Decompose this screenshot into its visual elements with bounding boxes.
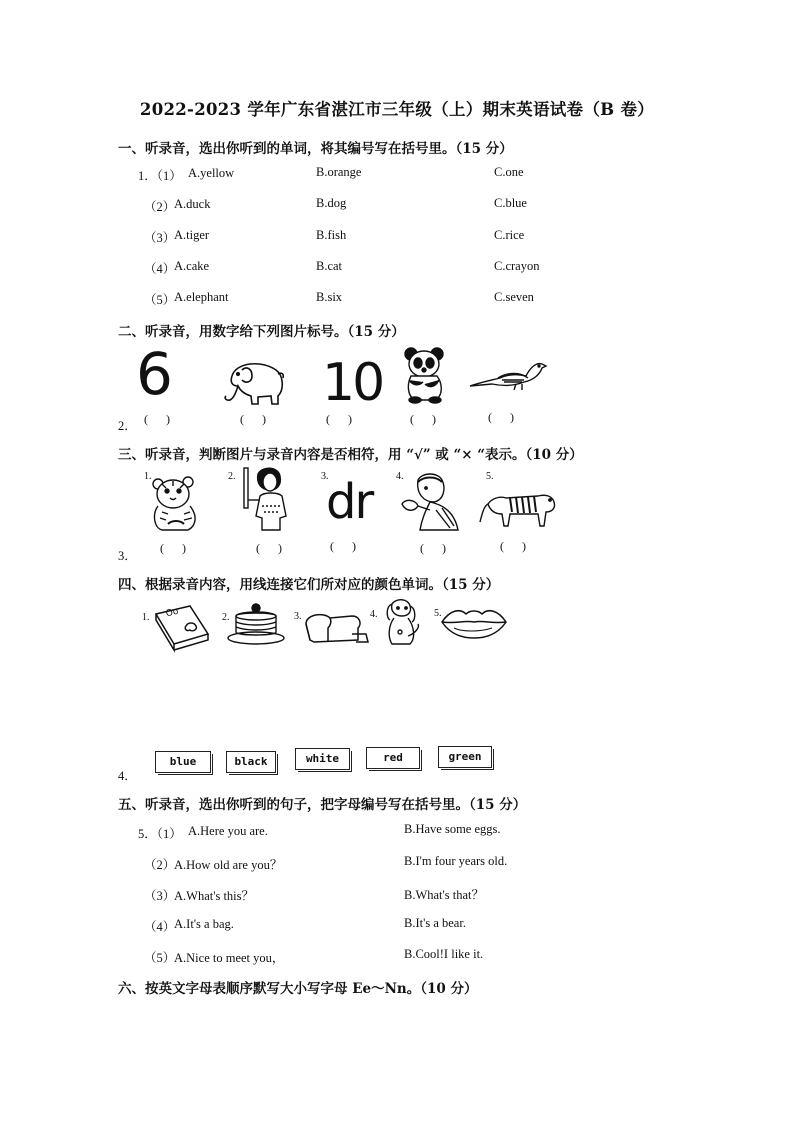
s1-row3-option-a: A.tiger — [174, 228, 210, 242]
s2-picture-ten: 10 — [322, 353, 383, 413]
s1-row5-option-a: A.elephant — [174, 290, 229, 304]
s2-question-number: 2． — [118, 419, 137, 433]
bird-picture — [468, 356, 548, 392]
s4-label-3: 3. — [294, 611, 302, 622]
color-word-blue[interactable]: blue — [155, 751, 211, 773]
s1-row1-option-b: B.orange — [316, 165, 362, 179]
s5-row4-option-a: A.It's a bag. — [174, 917, 234, 931]
s2-answer-paren-5[interactable]: ( ) — [488, 410, 514, 424]
s4-label-2: 2. — [222, 612, 230, 623]
s1-row2-option-c: C.blue — [494, 196, 527, 210]
section-4-heading: 四、根据录音内容，用线连接它们所对应的颜色单词。（15 分） — [118, 577, 500, 593]
s2-picture-six: 6 — [136, 340, 173, 408]
s5-row5-option-a: A.Nice to meet you， — [174, 951, 285, 965]
s3-answer-paren-5[interactable]: ( ) — [500, 539, 526, 553]
bread-picture — [302, 610, 370, 644]
tiger-picture — [480, 484, 558, 528]
s1-row3-num: （3） — [144, 231, 176, 245]
section-2-heading: 二、听录音，用数字给下列图片标号。（15 分） — [118, 324, 405, 340]
s5-row1-num: 5．（1） — [138, 827, 182, 841]
elephant-picture — [222, 356, 286, 406]
boy-eating-picture — [400, 470, 464, 532]
teacher-with-ruler-picture — [240, 466, 294, 532]
s2-answer-paren-2[interactable]: ( ) — [240, 412, 266, 426]
s3-answer-paren-1[interactable]: ( ) — [160, 541, 186, 555]
dog-picture — [378, 598, 422, 648]
s5-row3-option-a: A.What's this？ — [174, 889, 255, 903]
s5-row2-num: （2） — [144, 858, 176, 872]
book-cover-text: Oo — [164, 606, 180, 620]
s3-label-4: 4. — [396, 471, 404, 482]
cake-picture — [226, 602, 288, 646]
s5-row3-option-b: B.What's that？ — [404, 888, 485, 902]
s5-row5-num: （5） — [144, 951, 176, 965]
s5-row3-num: （3） — [144, 889, 176, 903]
s2-answer-paren-3[interactable]: ( ) — [326, 412, 352, 426]
page-title: 2022-2023 学年广东省湛江市三年级（上）期末英语试卷（B 卷） — [139, 100, 655, 119]
s1-row5-num: （5） — [144, 293, 176, 307]
book-picture — [152, 604, 210, 648]
s3-label-3: 3. — [321, 471, 329, 482]
s1-row4-option-b: B.cat — [316, 259, 343, 273]
s1-row2-option-b: B.dog — [316, 196, 347, 210]
s4-label-5: 5. — [434, 608, 442, 619]
s3-question-number: 3． — [118, 549, 137, 563]
section-3-heading: 三、听录音，判断图片与录音内容是否相符，用 “√” 或 “× “表示。（10 分） — [118, 447, 583, 463]
s3-label-2: 2. — [228, 471, 236, 482]
s3-answer-paren-2[interactable]: ( ) — [256, 541, 282, 555]
s1-row3-option-b: B.fish — [316, 228, 347, 242]
s1-row3-option-c: C.rice — [494, 228, 525, 242]
s1-row4-option-a: A.cake — [174, 259, 210, 273]
s1-row4-num: （4） — [144, 262, 176, 276]
s1-row1-option-c: C.one — [494, 165, 524, 179]
s2-answer-paren-4[interactable]: ( ) — [410, 412, 436, 426]
s1-row2-num: （2） — [144, 200, 176, 214]
section-6-heading: 六、按英文字母表顺序默写大小写字母 Ee～Nn。（10 分） — [118, 981, 478, 997]
s4-label-4: 4. — [370, 609, 378, 620]
s5-row1-option-b: B.Have some eggs. — [404, 822, 501, 836]
s1-row1-num: 1．（1） — [138, 169, 182, 183]
section-1-heading: 一、听录音，选出你听到的单词，将其编号写在括号里。（15 分） — [118, 141, 513, 157]
color-word-white[interactable]: white — [295, 748, 350, 770]
s3-label-5: 5. — [486, 471, 494, 482]
s5-row2-option-a: A.How old are you？ — [174, 858, 283, 872]
s3-answer-paren-3[interactable]: ( ) — [330, 539, 356, 553]
panda-picture — [403, 346, 447, 404]
s1-row5-option-c: C.seven — [494, 290, 534, 304]
s1-row5-option-b: B.six — [316, 290, 343, 304]
s1-row4-option-c: C.crayon — [494, 259, 540, 273]
s1-row1-option-a: A.yellow — [188, 166, 235, 180]
s5-row1-option-a: A.Here you are. — [188, 824, 268, 838]
s3-answer-paren-4[interactable]: ( ) — [420, 541, 446, 555]
color-word-green[interactable]: green — [438, 746, 492, 768]
s3-label-1: 1. — [144, 471, 152, 482]
color-word-red[interactable]: red — [366, 747, 420, 769]
s3-picture-letters: dr — [326, 474, 373, 530]
s5-row5-option-b: B.Cool!I like it. — [404, 947, 484, 961]
s1-row2-option-a: A.duck — [174, 197, 211, 211]
s5-row4-num: （4） — [144, 920, 176, 934]
s5-row2-option-b: B.I'm four years old. — [404, 854, 508, 868]
s2-answer-paren-1[interactable]: ( ) — [144, 412, 170, 426]
color-word-black[interactable]: black — [226, 751, 276, 773]
s4-label-1: 1. — [142, 612, 150, 623]
lips-picture — [440, 606, 508, 638]
tiger-cub-picture — [148, 474, 202, 532]
section-5-heading: 五、听录音，选出你听到的句子，把字母编号写在括号里。（15 分） — [118, 797, 527, 813]
s5-row4-option-b: B.It's a bear. — [404, 916, 466, 930]
s4-question-number: 4． — [118, 769, 137, 783]
